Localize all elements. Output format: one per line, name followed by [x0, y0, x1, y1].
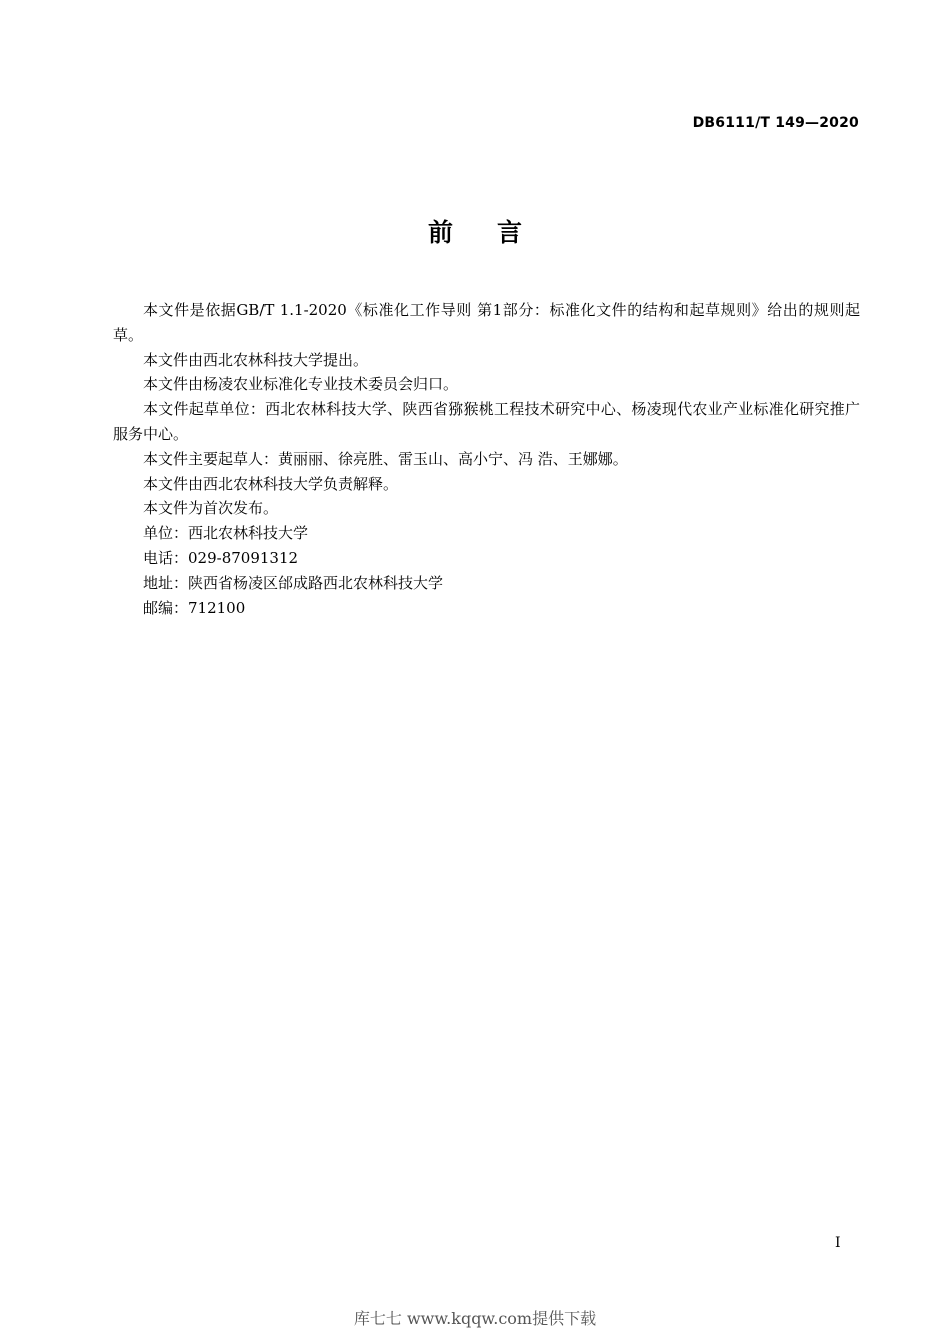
page-number: I [835, 1235, 841, 1251]
download-footer: 库七七 www.kqqw.com提供下载 [353, 1309, 597, 1328]
contact-unit: 单位：西北农林科技大学 [143, 524, 309, 543]
document-code: DB6111/T 149—2020 [692, 115, 859, 131]
contact-postcode: 邮编：712100 [143, 598, 246, 617]
foreword-body [113, 298, 860, 620]
paragraph-first-release: 本文件为首次发布。 [143, 499, 279, 518]
paragraph-drafting-units: 本文件起草单位：西北农林科技大学、陕西省猕猴桃工程技术研究中心、杨凌现代农业产业标准化研究推广服务中心。 [113, 400, 860, 443]
page-title: 前言 [427, 218, 566, 247]
paragraph-committee: 本文件由杨凌农业标准化专业技术委员会归口。 [143, 375, 459, 394]
contact-phone: 电话：029-87091312 [143, 548, 299, 567]
paragraph-basis: 本文件是依据GB/T 1.1-2020《标准化工作导则 第1部分：标准化文件的结构和起草规则》给出的规则起草。 [113, 301, 860, 344]
contact-address: 地址：陕西省杨凌区邰成路西北农林科技大学 [143, 573, 444, 592]
paragraph-drafters: 本文件主要起草人：黄丽丽、徐亮胜、雷玉山、高小宁、冯 浩、王娜娜。 [143, 449, 628, 468]
paragraph-interpretation: 本文件由西北农林科技大学负责解释。 [143, 474, 399, 493]
paragraph-proposer: 本文件由西北农林科技大学提出。 [143, 350, 369, 369]
